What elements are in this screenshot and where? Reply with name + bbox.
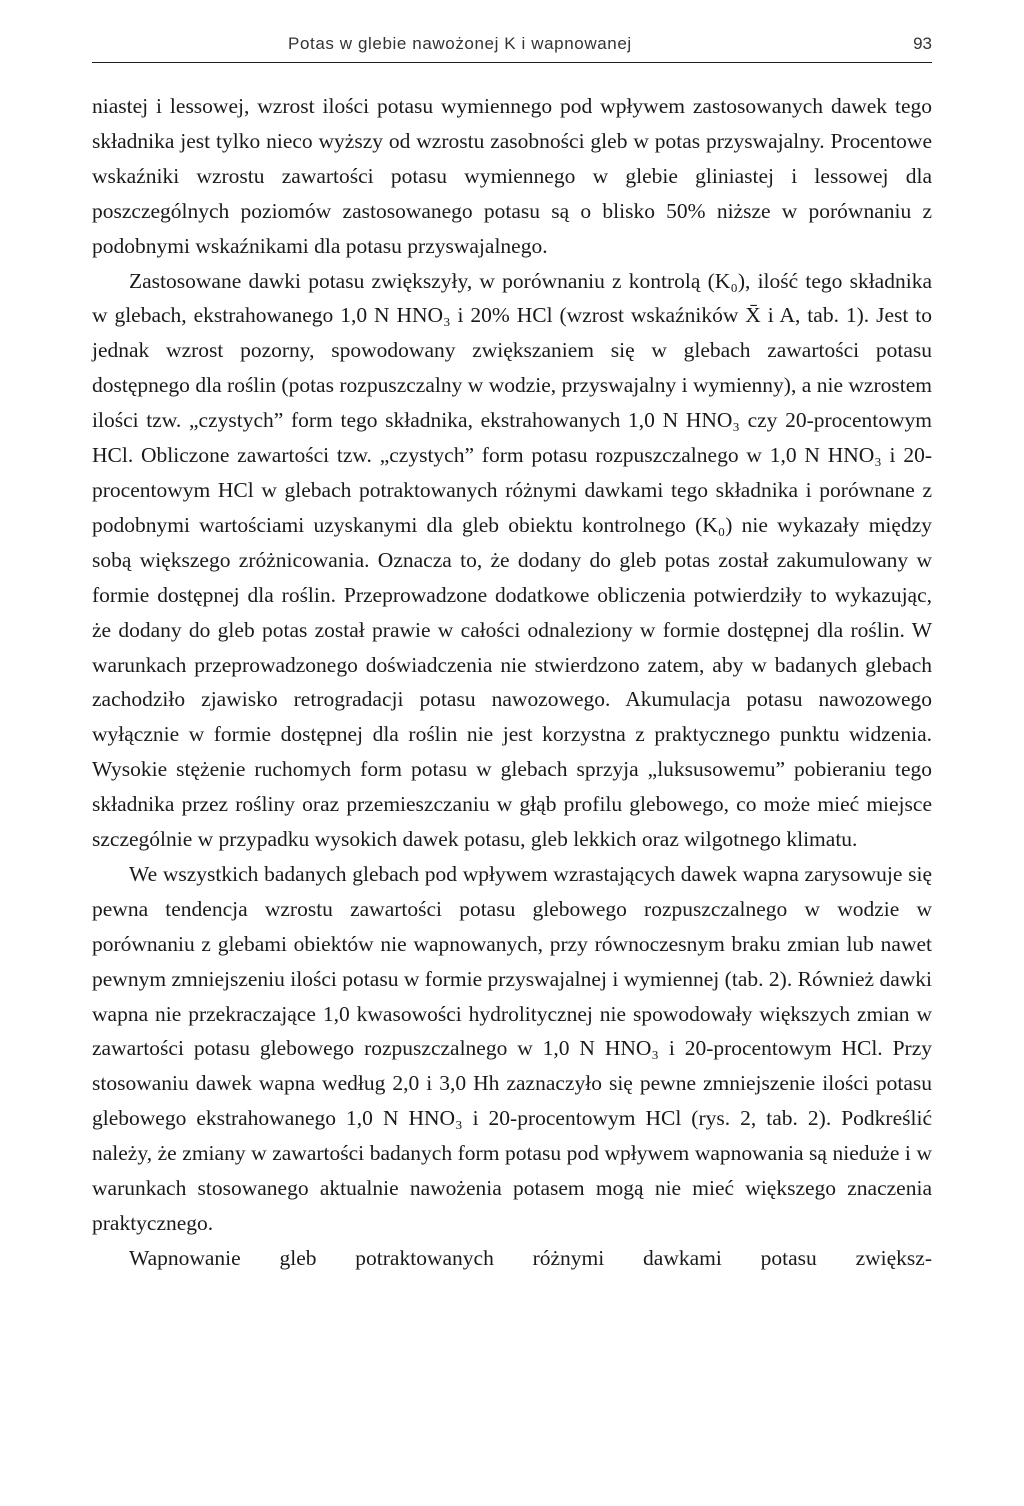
paragraph-2: Zastosowane dawki potasu zwiększyły, w porównaniu z kontrolą (K₀), ilość tego składnika w glebach, ekstrahowanego 1,0 N HNO₃ i 20% HCl (wzrost wskaźników X̄ i A, tab. 1). Jest to jednak wzrost pozorny, spowodowany zwiększaniem się w glebach zawartości potasu dostępnego dla roślin (potas rozpuszczalny w wodzie, przyswajalny i wymienny), a nie wzrostem ilości tzw. „czystych” form tego składnika, ekstrahowanych 1,0 N HNO₃ czy 20-procentowym HCl. Obliczone zawartości tzw. „czystych” form potasu rozpuszczalnego w 1,0 N HNO₃ i 20-procentowym HCl w glebach potraktowanych różnymi dawkami tego składnika i porównane z podobnymi wartościami uzyskanymi dla gleb obiektu kontrolnego (K₀) nie wykazały między sobą większego zróżnicowania. Oznacza to, że dodany do gleb potas został zakumulowany w formie dostępnej dla roślin. Przeprowadzone dodatkowe obliczenia potwierdziły to wykazując, że dodany do gleb potas został prawie w całości odnaleziony w formie dostępnej dla roślin. W warunkach przeprowadzonego doświadczenia nie stwierdzono zatem, aby w badanych glebach zachodziło zjawisko retrogradacji potasu nawozowego. Akumulacja potasu nawozowego wyłącznie w formie dostępnej dla roślin nie jest korzystna z praktycznego punktu widzenia. Wysokie stężenie ruchomych form potasu w glebach sprzyja „luksusowemu” pobieraniu tego składnika przez rośliny oraz przemieszczaniu w głąb profilu glebowego, co może mieć miejsce szczególnie w przypadku wysokich dawek potasu, gleb lekkich oraz wilgotnego klimatu. — [92, 268, 932, 852]
page-number: 93 — [913, 34, 932, 53]
running-title: Potas w glebie nawożonej K i wapnowanej — [288, 34, 632, 53]
body-text — [92, 89, 932, 1276]
document-page — [92, 28, 932, 1276]
paragraph-4: Wapnowanie gleb potraktowanych różnymi dawkami potasu zwiększ- — [129, 1245, 932, 1270]
running-header — [92, 28, 932, 63]
paragraph-1: niastej i lessowej, wzrost ilości potasu wymiennego pod wpływem zastosowanych dawek tego składnika jest tylko nieco wyższy od wzrostu zasobności gleb w potas przyswajalny. Procentowe wskaźniki wzrostu zawartości potasu wymiennego w glebie gliniastej i lessowej dla poszczególnych poziomów zastosowanego potasu są o blisko 50% niższe w porównaniu z podobnymi wskaźnikami dla potasu przyswajalnego. — [92, 94, 932, 258]
paragraph-3: We wszystkich badanych glebach pod wpływem wzrastających dawek wapna zarysowuje się pewna tendencja wzrostu zawartości potasu glebowego rozpuszczalnego w wodzie w porównaniu z glebami obiektów nie wapnowanych, przy równoczesnym braku zmian lub nawet pewnym zmniejszeniu ilości potasu w formie przyswajalnej i wymiennej (tab. 2). Również dawki wapna nie przekraczające 1,0 kwasowości hydrolitycznej nie spowodowały większych zmian w zawartości potasu glebowego rozpuszczalnego w 1,0 N HNO₃ i 20-procentowym HCl. Przy stosowaniu dawek wapna według 2,0 i 3,0 Hh zaznaczyło się pewne zmniejszenie ilości potasu glebowego ekstrahowanego 1,0 N HNO₃ i 20-procentowym HCl (rys. 2, tab. 2). Podkreślić należy, że zmiany w zawartości badanych form potasu pod wpływem wapnowania są nieduże i w warunkach stosowanego aktualnie nawożenia potasem mogą nie mieć większego znaczenia praktycznego. — [92, 861, 932, 1235]
